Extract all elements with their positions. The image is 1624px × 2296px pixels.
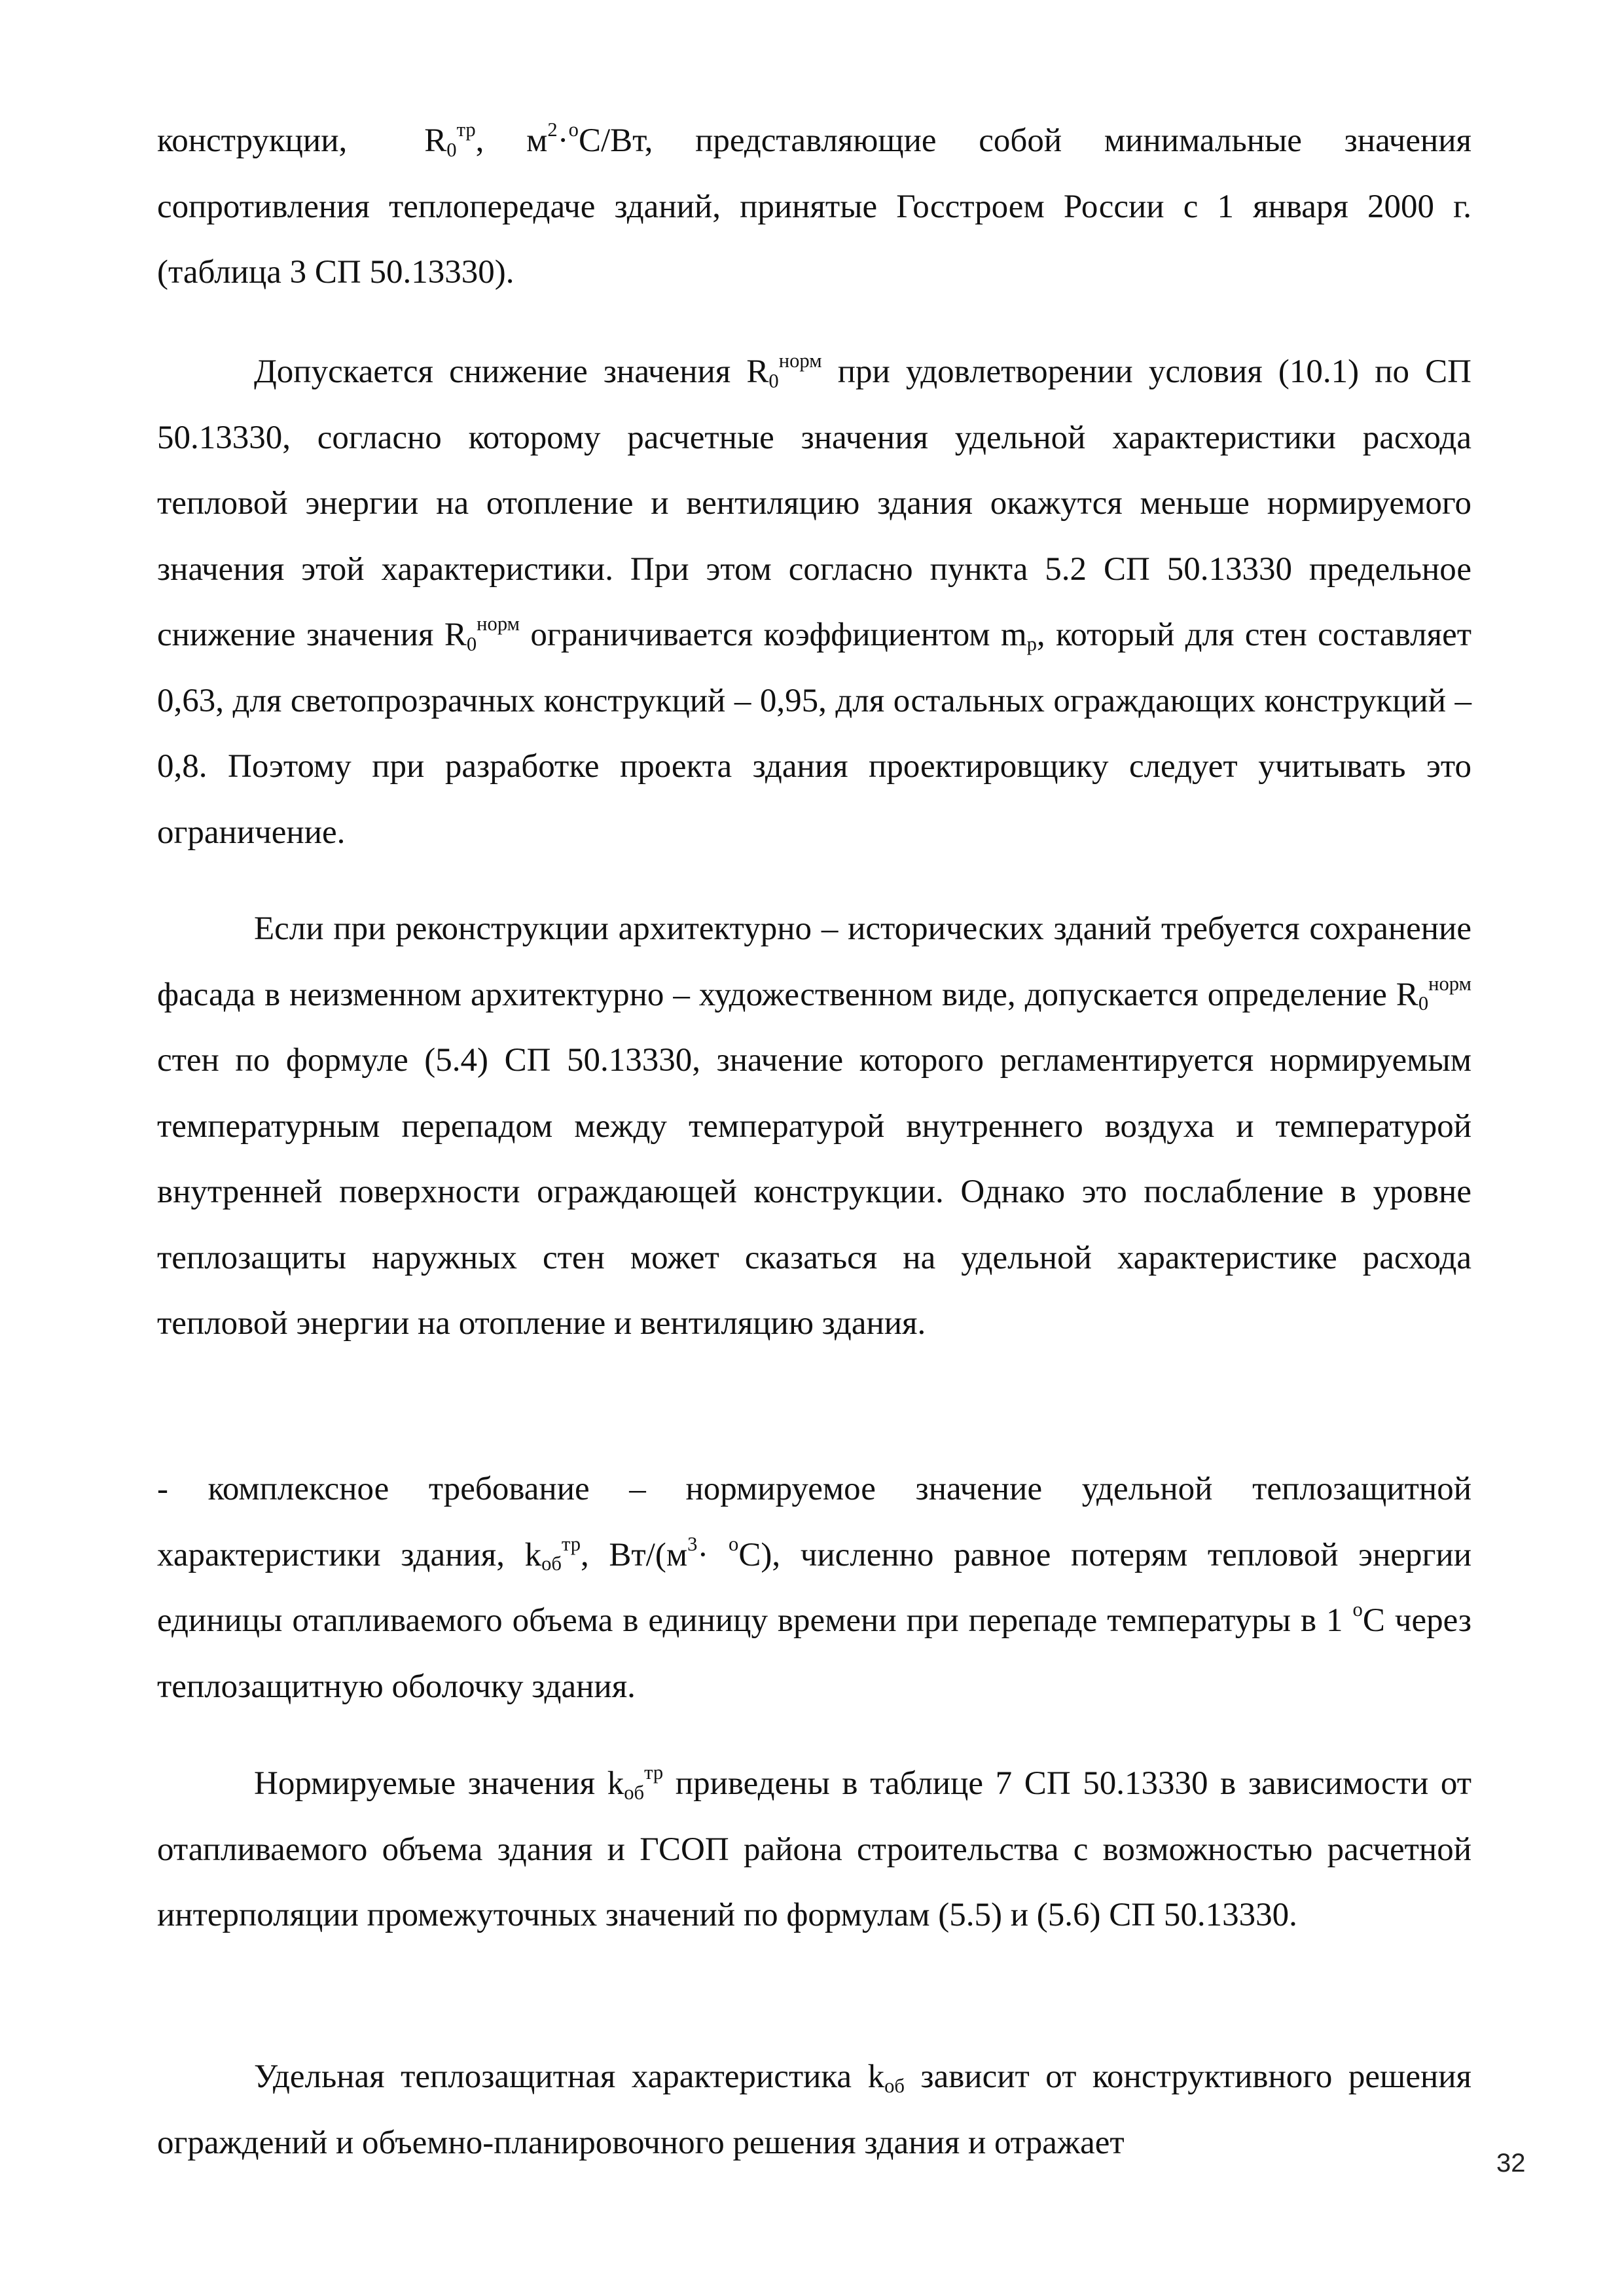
symbol-kob-tr: $k_{об}^{тр}$ bbox=[607, 1761, 664, 1804]
paragraph-continuation: конструкции, $R_0^{тр}$, $м^2\cdot^оС/Вт$, представляющие собой минимальные значения сопротивления теплопередаче зданий, принятые Госстроем России с 1 января 2000 г. (таблица 3 СП 50.13330). bbox=[157, 118, 1471, 291]
paragraph-historic-buildings: Если при реконструкции архитектурно – исторических зданий требуется сохранение фасада в неизменном архитектурно – художественном виде, допускается определение $R_0^{норм}$ стен по формуле (5.4) СП 50.13330, значение которого регламентируется нормируемым температурным перепадом между температурой внутреннего воздуха и температурой внутренней поверхности ограждающей конструкции. Однако это послабление в уровне теплозащиты наружных стен может сказаться на удельной характеристике расхода тепловой энергии на отопление и вентиляцию здания. bbox=[157, 910, 1471, 1342]
symbol-r0-norm: $R_0^{норм}$ bbox=[746, 350, 822, 392]
symbol-kob: $k_{об}$ bbox=[867, 2058, 905, 2097]
symbol-r0-norm: $R_0^{норм}$ bbox=[444, 613, 520, 655]
paragraph-reduction-allowance: Допускается снижение значения $R_0^{норм}$ при удовлетворении условия (10.1) по СП 50.13330, согласно которому расчетные значения удельной характеристики расхода тепловой энергии на отопление и вентиляцию здания окажутся меньше нормируемого значения этой характеристики. При этом согласно пункта 5.2 СП 50.13330 предельное снижение значения $R_0^{норм}$ ограничивается коэффициентом $m_р$, который для стен составляет 0,63, для светопрозрачных конструкций – 0,95, для остальных ограждающих конструкций – 0,8. Поэтому при разработке проекта здания проектировщику следует учитывать это ограничение. bbox=[157, 350, 1472, 851]
page-number: 32 bbox=[1496, 2149, 1526, 2178]
paragraph-specific-characteristic: Удельная теплозащитная характеристика $k_{об}$ зависит от конструктивного решения ограждений и объемно-планировочного решения здания и отражает bbox=[157, 2058, 1471, 2161]
symbol-kob-tr: $k_{об}^{тр}$ bbox=[524, 1532, 581, 1575]
symbol-r0-norm: $R_0^{норм}$ bbox=[1396, 972, 1471, 1015]
paragraph-complex-requirement: - комплексное требование – нормируемое значение удельной теплозащитной характеристики здания, $k_{об}^{тр}$, $Вт/(м^3\cdot ^оС)$, численно равное потерям тепловой энергии единицы отапливаемого объема в единицу времени при перепаде температуры в 1 $^о$С через теплозащитную оболочку здания. bbox=[157, 1471, 1471, 1705]
symbol-r0-tr: $R_0^{тр}$ bbox=[424, 118, 476, 161]
paragraph-normative-values: Нормируемые значения $k_{об}^{тр}$ приведены в таблице 7 СП 50.13330 в зависимости от отапливаемого объема здания и ГСОП района строительства с возможностью расчетной интерполяции промежуточных значений по формулам (5.5) и (5.6) СП 50.13330. bbox=[157, 1761, 1471, 1933]
